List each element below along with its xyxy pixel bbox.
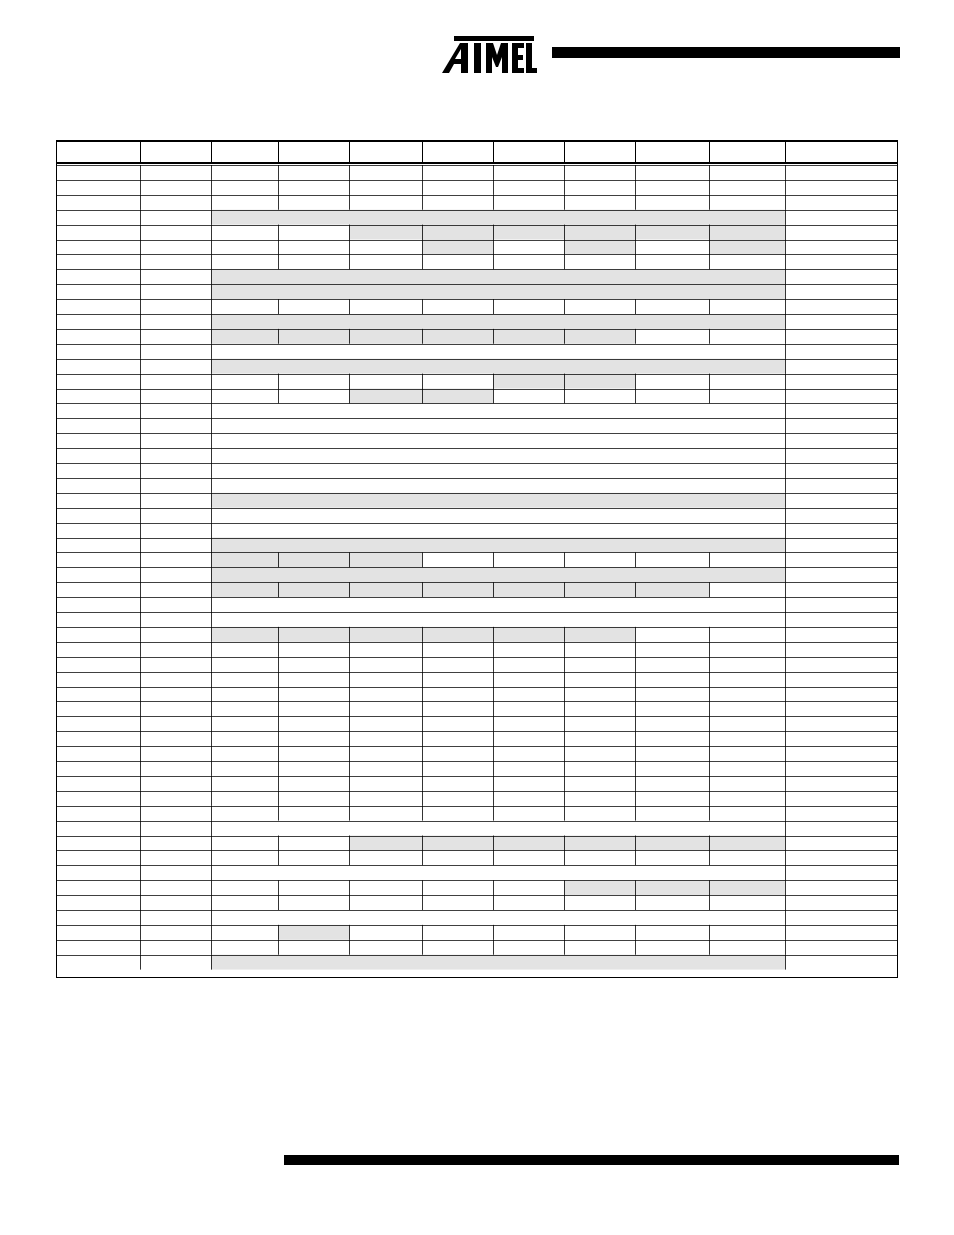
shaded-span-row [211, 210, 785, 225]
shaded-cell [493, 225, 564, 240]
shaded-cell [422, 627, 493, 642]
shaded-span-row [211, 538, 785, 553]
shaded-span-row [211, 359, 785, 374]
shaded-cell [349, 552, 422, 567]
shaded-cell [564, 240, 635, 255]
shaded-span-row [211, 493, 785, 508]
shaded-cell [211, 552, 278, 567]
shaded-cell [349, 389, 422, 404]
shaded-cell [709, 240, 785, 255]
shaded-cell [278, 627, 349, 642]
register-table [56, 140, 898, 978]
shaded-cell [493, 582, 564, 597]
shaded-cell [278, 925, 349, 940]
shaded-cell [278, 552, 349, 567]
shaded-cell [493, 836, 564, 851]
header-rule [552, 47, 900, 58]
shaded-cell [493, 374, 564, 389]
shaded-cell [349, 582, 422, 597]
shaded-cell [211, 329, 278, 344]
shaded-span-row [211, 567, 785, 582]
shaded-cell [564, 374, 635, 389]
shaded-cell [349, 225, 422, 240]
shaded-cell [709, 836, 785, 851]
shaded-cell [278, 582, 349, 597]
shaded-cells [211, 210, 785, 970]
shaded-cell [422, 225, 493, 240]
shaded-cell [493, 329, 564, 344]
shaded-cell [211, 627, 278, 642]
shaded-cell [564, 836, 635, 851]
shaded-span-row [211, 269, 785, 284]
shaded-cell [422, 389, 493, 404]
shaded-cell [635, 880, 709, 895]
shaded-cell [422, 582, 493, 597]
shaded-cell [564, 225, 635, 240]
footer-rule [284, 1155, 899, 1165]
shaded-cell [635, 582, 709, 597]
shaded-cell [349, 329, 422, 344]
shaded-cell [564, 582, 635, 597]
shaded-cell [278, 329, 349, 344]
shaded-span-row [211, 314, 785, 329]
shaded-cell [349, 836, 422, 851]
atmel-logo-mark [440, 33, 538, 77]
shaded-cell [564, 627, 635, 642]
grid-lines [56, 140, 898, 978]
table-border [57, 141, 898, 978]
shaded-span-row [211, 955, 785, 970]
shaded-cell [493, 627, 564, 642]
shaded-cell [422, 240, 493, 255]
shaded-cell [422, 329, 493, 344]
shaded-cell [564, 329, 635, 344]
shaded-cell [709, 880, 785, 895]
shaded-cell [709, 225, 785, 240]
shaded-cell [422, 836, 493, 851]
shaded-cell [349, 627, 422, 642]
shaded-cell [211, 582, 278, 597]
shaded-cell [635, 225, 709, 240]
shaded-cell [564, 880, 635, 895]
shaded-cell [635, 836, 709, 851]
shaded-span-row [211, 284, 785, 299]
atmel-logo [440, 33, 538, 77]
